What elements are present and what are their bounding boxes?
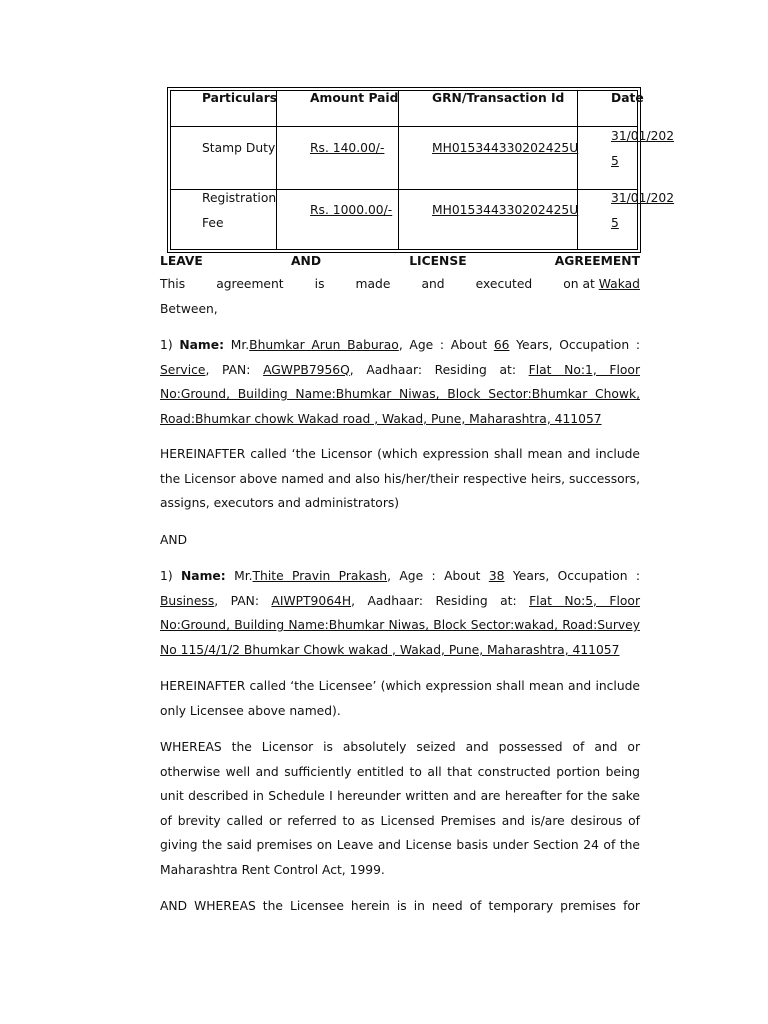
licensee-occupation: Business xyxy=(160,593,215,608)
licensor-pan: AGWPB7956Q xyxy=(263,362,350,377)
row-stamp-duty-grn: MH015344330202425U xyxy=(432,141,579,155)
intro-word: and xyxy=(421,277,445,291)
column-divider xyxy=(577,90,578,250)
licensee-number: 1) xyxy=(160,569,173,583)
licensee-name-label: Name: xyxy=(181,569,226,583)
row-registration-date-line1: 31/01/202 xyxy=(611,191,675,205)
licensee-name: Thite Pravin Prakash xyxy=(252,569,388,583)
intro-word: executed xyxy=(475,277,533,291)
licensor-aadhaar-text: , Aadhaar: Residing at: xyxy=(349,362,516,377)
licensee-occupation-text: Years, Occupation : xyxy=(512,569,641,583)
intro-place: Wakad xyxy=(598,277,640,291)
whereas-paragraph: WHEREAS the Licensor is absolutely seized and possessed of and or otherwise well and sufficiently entitled to all that constructed portion being unit described in Schedule I hereunder written and are hereafter for the sake of brevity called or referred to as Licensed Premises and is/are desirous of giving the said premises on Leave and License basis under Section 24 of the Maharashtra Rent Control Act, 1999. xyxy=(160,740,640,877)
title-word: LEAVE xyxy=(160,254,203,268)
licensee-pan: AIWPT9064H xyxy=(271,593,352,608)
intro-on-at: on at xyxy=(563,277,595,291)
licensor-number: 1) xyxy=(160,338,173,352)
licensor-address: Flat No:1, Floor No:Ground, Building Name:Bhumkar Niwas, Block Sector:Bhumkar Chowk, Road:Bhumkar chowk Wakad road , Wakad, Pune, Maharashtra, 411057 xyxy=(160,362,641,426)
licensor-clause: HEREINAFTER called ‘the Licensor (which expression shall mean and include the Licensor above named and also his/her/their respective heirs, successors, assigns, executors and administrators) xyxy=(160,447,640,511)
intro-between: Between, xyxy=(160,301,218,316)
row-registration-amount: Rs. 1000.00/- xyxy=(310,203,393,217)
intro-place-group xyxy=(563,272,640,297)
row-registration-particular-line1: Registration xyxy=(202,191,277,205)
header-date: Date xyxy=(611,91,644,105)
header-amount-paid: Amount Paid xyxy=(310,91,399,105)
licensee-aadhaar-text: , Aadhaar: Residing at: xyxy=(351,593,517,608)
licensee-clause: HEREINAFTER called ‘the Licensee’ (which expression shall mean and include only Licensee above named). xyxy=(160,679,640,718)
licensor-occupation-text: Years, Occupation : xyxy=(516,338,640,352)
licensor-age-text: , Age : About xyxy=(398,338,488,352)
row-stamp-duty-date-line2: 5 xyxy=(611,154,619,168)
header-particulars: Particulars xyxy=(202,91,278,105)
and-separator: AND xyxy=(160,533,188,547)
agreement-title xyxy=(160,252,640,270)
header-grn: GRN/Transaction Id xyxy=(432,91,565,105)
licensor-name: Bhumkar Arun Baburao xyxy=(249,338,399,352)
licensor-name-label: Name: xyxy=(179,338,224,352)
row-stamp-duty-particular: Stamp Duty xyxy=(202,141,276,155)
licensor-occupation: Service xyxy=(160,362,206,377)
row-divider xyxy=(170,126,638,127)
row-registration-particular-line2: Fee xyxy=(202,216,224,230)
intro-word: is xyxy=(314,277,325,291)
title-word: LICENSE xyxy=(409,254,467,268)
column-divider xyxy=(398,90,399,250)
licensor-prefix: Mr. xyxy=(230,338,250,352)
intro-line xyxy=(160,272,640,297)
licensee-age-text: , Age : About xyxy=(387,569,481,583)
intro-word: This xyxy=(160,277,186,291)
row-stamp-duty-date-line1: 31/01/202 xyxy=(611,129,675,143)
row-registration-grn: MH015344330202425U xyxy=(432,203,579,217)
licensor-pan-label: , PAN: xyxy=(205,362,251,377)
payment-table xyxy=(167,87,675,253)
row-stamp-duty-amount: Rs. 140.00/- xyxy=(310,141,385,155)
licensee-age: 38 xyxy=(488,569,505,583)
title-word: AGREEMENT xyxy=(554,254,640,268)
and-whereas-paragraph: AND WHEREAS the Licensee herein is in need of temporary premises for xyxy=(160,899,640,913)
licensor-age: 66 xyxy=(493,338,510,352)
licensee-address: Flat No:5, Floor No:Ground, Building Name:Bhumkar Niwas, Block Sector:wakad, Road:Survey No 115/4/1/2 Bhumkar Chowk wakad , Wakad, Pune, Maharashtra, 411057 xyxy=(160,593,640,657)
title-word: AND xyxy=(291,254,322,268)
licensee-prefix: Mr. xyxy=(234,569,253,583)
licensee-details xyxy=(160,564,640,662)
column-divider xyxy=(276,90,277,250)
licensee-pan-label: , PAN: xyxy=(214,593,259,608)
intro-paragraph xyxy=(160,272,640,321)
intro-word: agreement xyxy=(216,277,284,291)
licensor-details xyxy=(160,333,640,431)
row-registration-date-line2: 5 xyxy=(611,216,619,230)
payment-table-inner-border xyxy=(170,90,638,250)
intro-word: made xyxy=(355,277,391,291)
